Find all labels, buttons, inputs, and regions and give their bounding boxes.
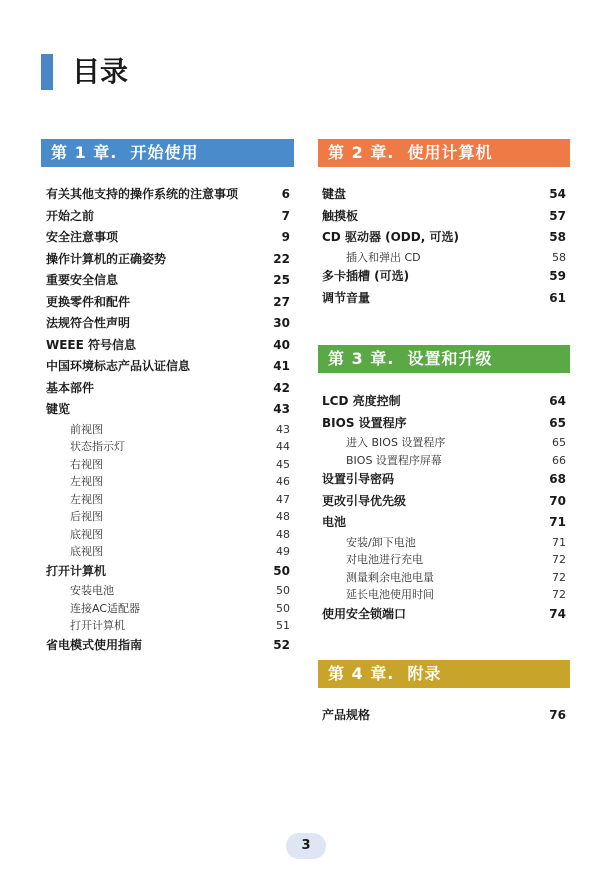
toc-entry-title: 省电模式使用指南 <box>46 637 143 652</box>
toc-entry-page: 27 <box>273 294 290 309</box>
toc-subentry[interactable] <box>46 456 290 474</box>
toc-subentry[interactable] <box>46 421 290 439</box>
toc-entry-page: 71 <box>552 535 566 549</box>
toc-entry-title: 操作计算机的正确姿势 <box>46 251 167 266</box>
toc-entry[interactable] <box>322 491 566 513</box>
toc-subentry[interactable] <box>322 534 566 552</box>
toc-entry-title: 有关其他支持的操作系统的注意事项 <box>46 187 239 201</box>
toc-entry-page: 66 <box>552 453 566 467</box>
toc-entry-title: 右视图 <box>70 457 103 471</box>
toc-entry-title: 调节音量 <box>322 290 371 305</box>
toc-entry[interactable] <box>46 313 290 335</box>
toc-entry-title: 插入和弹出 CD <box>346 250 421 264</box>
toc-entry[interactable] <box>322 227 566 249</box>
toc-entry-title: 安装电池 <box>70 584 114 597</box>
toc-entry-title: 键盘 <box>322 187 347 201</box>
toc-entry-page: 50 <box>273 563 290 578</box>
toc-entry-title: 安装/卸下电池 <box>346 535 416 549</box>
toc-subentry[interactable] <box>46 582 290 600</box>
toc-entry-page: 52 <box>273 637 290 652</box>
page-title: 目录 <box>72 55 129 88</box>
toc-entry-title: WEEE 符号信息 <box>46 337 137 352</box>
toc-entry-page: 50 <box>276 601 290 615</box>
toc-entry-title: CD 驱动器 (ODD, 可选) <box>322 230 459 244</box>
toc-entry[interactable] <box>322 705 566 727</box>
toc-entry-page: 65 <box>549 415 566 430</box>
toc-entry-title: 基本部件 <box>46 380 95 395</box>
toc-entry-page: 47 <box>276 492 290 506</box>
toc-entry-page: 58 <box>552 250 566 264</box>
toc-entry-page: 68 <box>549 472 566 486</box>
chapter-2-toc <box>322 184 566 309</box>
title-accent-bar <box>41 54 53 90</box>
toc-entry[interactable] <box>46 635 290 657</box>
toc-entry[interactable] <box>322 184 566 206</box>
toc-subentry[interactable] <box>46 438 290 456</box>
toc-subentry[interactable] <box>46 508 290 526</box>
toc-entry[interactable] <box>46 206 290 228</box>
toc-entry-title: 底视图 <box>70 527 103 541</box>
chapter-3-toc <box>322 391 566 625</box>
toc-entry[interactable] <box>46 270 290 292</box>
toc-entry-page: 44 <box>276 440 290 453</box>
toc-entry-title: 底视图 <box>70 545 103 558</box>
toc-entry-title: 延长电池使用时间 <box>346 588 434 601</box>
toc-entry-page: 48 <box>276 527 290 541</box>
toc-entry-page: 61 <box>549 290 566 305</box>
toc-entry-page: 51 <box>276 619 290 632</box>
toc-entry-title: 左视图 <box>70 492 103 506</box>
chapter-1-toc <box>46 184 290 656</box>
toc-entry-title: 设置引导密码 <box>322 472 395 486</box>
toc-entry[interactable] <box>322 469 566 491</box>
chapter-2-header: 第 2 章. 使用计算机 <box>318 139 570 167</box>
toc-entry-title: 多卡插槽 (可选) <box>322 269 410 283</box>
toc-entry-page: 76 <box>549 708 566 722</box>
toc-entry[interactable] <box>46 227 290 249</box>
toc-subentry[interactable] <box>322 586 566 604</box>
toc-entry-page: 64 <box>549 394 566 408</box>
toc-entry-page: 72 <box>552 588 566 601</box>
toc-entry-page: 57 <box>549 208 566 223</box>
toc-entry[interactable] <box>46 378 290 400</box>
toc-subentry[interactable] <box>46 543 290 561</box>
toc-entry[interactable] <box>322 266 566 288</box>
toc-entry-title: 更改引导优先级 <box>322 493 407 508</box>
toc-entry-page: 72 <box>552 570 566 584</box>
toc-entry-title: 键览 <box>46 402 71 416</box>
toc-entry-title: 左视图 <box>70 475 103 488</box>
page-number: 3 <box>286 833 326 859</box>
toc-entry-title: LCD 亮度控制 <box>322 394 401 408</box>
toc-entry-title: 安全注意事项 <box>46 230 119 244</box>
toc-entry-title: 重要安全信息 <box>46 273 119 287</box>
toc-entry-page: 43 <box>276 422 290 436</box>
toc-entry-title: 使用安全锁端口 <box>322 606 407 621</box>
toc-subentry[interactable] <box>322 249 566 267</box>
toc-entry-page: 45 <box>276 457 290 471</box>
toc-entry-title: BIOS 设置程序 <box>322 415 407 430</box>
toc-entry-title: 打开计算机 <box>70 619 125 632</box>
toc-entry-page: 71 <box>549 515 566 529</box>
toc-entry[interactable] <box>322 391 566 413</box>
toc-subentry[interactable] <box>322 551 566 569</box>
toc-entry[interactable] <box>322 288 566 310</box>
toc-subentry[interactable] <box>46 617 290 635</box>
toc-entry-page: 74 <box>549 606 566 621</box>
toc-entry-page: 22 <box>273 251 290 266</box>
toc-entry-page: 41 <box>273 359 290 373</box>
toc-entry-title: 进入 BIOS 设置程序 <box>346 436 446 449</box>
toc-subentry[interactable] <box>46 526 290 544</box>
chapter-1-header: 第 1 章. 开始使用 <box>41 139 294 167</box>
toc-entry-title: 对电池进行充电 <box>346 553 423 566</box>
toc-entry-page: 50 <box>276 584 290 597</box>
toc-entry[interactable] <box>46 561 290 583</box>
toc-entry-page: 65 <box>552 436 566 449</box>
toc-entry-page: 72 <box>552 553 566 566</box>
toc-entry-page: 40 <box>273 337 290 352</box>
toc-entry-page: 30 <box>273 316 290 330</box>
toc-entry[interactable] <box>46 335 290 357</box>
toc-subentry[interactable] <box>322 452 566 470</box>
toc-entry-page: 6 <box>281 187 290 201</box>
chapter-4-toc <box>322 705 566 727</box>
toc-entry-page: 25 <box>273 273 290 287</box>
toc-entry-title: 测量剩余电池电量 <box>346 570 434 584</box>
chapter-4-header: 第 4 章. 附录 <box>318 660 570 688</box>
toc-entry-title: 更换零件和配件 <box>46 294 131 309</box>
toc-entry[interactable] <box>322 206 566 228</box>
toc-entry-page: 49 <box>276 545 290 558</box>
toc-entry[interactable] <box>46 249 290 271</box>
toc-entry[interactable] <box>46 292 290 314</box>
toc-entry-page: 7 <box>281 208 290 223</box>
toc-entry-title: 产品规格 <box>322 708 371 722</box>
toc-entry-title: 法规符合性声明 <box>46 316 131 330</box>
toc-subentry[interactable] <box>46 473 290 491</box>
toc-entry-page: 58 <box>549 230 566 244</box>
toc-entry-page: 9 <box>281 230 290 244</box>
toc-entry-page: 54 <box>549 187 566 201</box>
toc-entry[interactable] <box>322 512 566 534</box>
toc-subentry[interactable] <box>322 434 566 452</box>
toc-entry-title: 中国环境标志产品认证信息 <box>46 359 191 373</box>
toc-entry-title: 开始之前 <box>46 208 95 223</box>
toc-entry-page: 70 <box>549 493 566 508</box>
toc-entry-title: 连接AC适配器 <box>70 601 141 615</box>
toc-entry-page: 59 <box>549 269 566 283</box>
toc-entry[interactable] <box>322 604 566 626</box>
toc-entry-title: 后视图 <box>70 510 103 523</box>
toc-entry[interactable] <box>322 413 566 435</box>
toc-entry-title: 电池 <box>322 515 347 529</box>
toc-subentry[interactable] <box>46 491 290 509</box>
toc-entry-page: 48 <box>276 510 290 523</box>
toc-entry-page: 46 <box>276 475 290 488</box>
toc-entry-title: 触摸板 <box>322 208 359 223</box>
toc-entry-page: 42 <box>273 380 290 395</box>
toc-entry-title: 前视图 <box>70 422 103 436</box>
toc-entry-page: 43 <box>273 402 290 416</box>
toc-entry-title: BIOS 设置程序屏幕 <box>346 453 442 467</box>
toc-entry[interactable] <box>46 184 290 206</box>
toc-entry[interactable] <box>46 399 290 421</box>
toc-subentry[interactable] <box>46 600 290 618</box>
toc-entry-title: 打开计算机 <box>46 563 107 578</box>
toc-entry-title: 状态指示灯 <box>70 440 125 453</box>
toc-entry[interactable] <box>46 356 290 378</box>
toc-subentry[interactable] <box>322 569 566 587</box>
chapter-3-header: 第 3 章. 设置和升级 <box>318 345 570 373</box>
